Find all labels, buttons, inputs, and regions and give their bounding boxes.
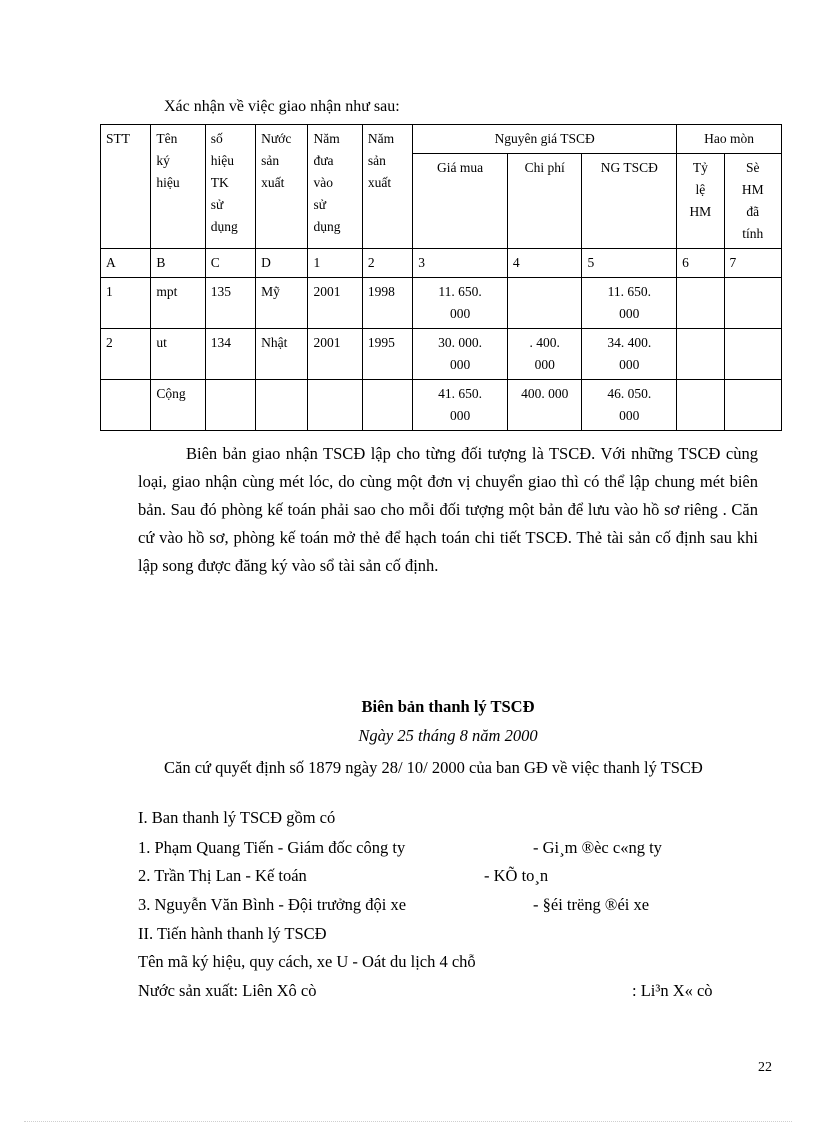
cell-nam-dua <box>308 380 362 431</box>
cell-se-hm <box>724 278 782 329</box>
cell-ng-tscd: 11. 650. 000 <box>582 278 677 329</box>
liquidation-title: Biên bản thanh lý TSCĐ <box>361 697 535 716</box>
cell-nam-sx: 1995 <box>362 329 412 380</box>
paragraph-text: Biên bản giao nhận TSCĐ lập cho từng đối tượng là TSCĐ. Với những TSCĐ cùng loại, giao nhận cùng mét lóc, do cùng một đơn vị chuyển giao thì có thể lập chung mét biên bản. Sau đó phòng kế toán phải sao cho mỗi đối tượng một bản để lưu vào hồ sơ riêng . Căn cứ vào hồ sơ, phòng kế toán mở thẻ để hạch toán chi tiết TSCĐ. Thẻ tài sản cố định sau khi lập song được đăng ký vào sổ tài sản cố định. <box>138 444 758 575</box>
header-chi-phi: Chi phí <box>507 154 582 249</box>
member-2-name: 2. Trần Thị Lan - Kế toán <box>138 866 307 885</box>
member-3-role: - §éi trëng ®éi xe <box>533 895 650 914</box>
cell-nuoc: Nhật <box>256 329 308 380</box>
cell-stt: 1 <box>101 278 151 329</box>
table-header-row <box>101 125 782 154</box>
code-cell: 1 <box>308 249 362 278</box>
header-ten: Tên ký hiệu <box>151 125 205 249</box>
cell-nam-dua: 2001 <box>308 329 362 380</box>
section-2-heading: II. Tiến hành thanh lý TSCĐ <box>138 924 327 943</box>
header-nguyen-gia: Nguyên giá TSCĐ <box>413 125 677 154</box>
decision-basis <box>138 754 758 781</box>
header-ty-le-hm: Tỷ lệ HM <box>677 154 724 249</box>
header-so-hieu: số hiệu TK sử dụng <box>205 125 255 249</box>
header-hao-mon: Hao mòn <box>677 125 782 154</box>
cell-ng-tscd: 46. 050. 000 <box>582 380 677 431</box>
cell-stt <box>101 380 151 431</box>
cell-stt: 2 <box>101 329 151 380</box>
code-cell: 5 <box>582 249 677 278</box>
cell-chi-phi: . 400. 000 <box>507 329 582 380</box>
cell-ten: mpt <box>151 278 205 329</box>
code-cell: B <box>151 249 205 278</box>
header-nam-san-xuat: Năm sản xuất <box>362 125 412 249</box>
code-cell: 2 <box>362 249 412 278</box>
cell-ty-le <box>677 380 724 431</box>
cell-se-hm <box>724 380 782 431</box>
member-1-role: - Gi¸m ®èc c«ng ty <box>533 838 662 857</box>
cell-ten: ut <box>151 329 205 380</box>
cell-ty-le <box>677 278 724 329</box>
header-nam-dua-vao: Năm đưa vào sử dụng <box>308 125 362 249</box>
cell-gia-mua: 30. 000. 000 <box>413 329 508 380</box>
cell-so: 134 <box>205 329 255 380</box>
cell-ten: Cộng <box>151 380 205 431</box>
cell-so: 135 <box>205 278 255 329</box>
table-row <box>101 278 782 329</box>
code-cell: A <box>101 249 151 278</box>
table-total-row <box>101 380 782 431</box>
cell-gia-mua: 41. 650. 000 <box>413 380 508 431</box>
basis-text: Căn cứ quyết định số 1879 ngày 28/ 10/ 2000 của ban GĐ về việc thanh lý TSCĐ <box>164 758 703 777</box>
table-code-row <box>101 249 782 278</box>
cell-nuoc: Mỹ <box>256 278 308 329</box>
cell-so <box>205 380 255 431</box>
cell-chi-phi <box>507 278 582 329</box>
footer-divider <box>24 1121 792 1122</box>
code-cell: C <box>205 249 255 278</box>
cell-chi-phi: 400. 000 <box>507 380 582 431</box>
cell-nam-sx: 1998 <box>362 278 412 329</box>
cell-gia-mua: 11. 650. 000 <box>413 278 508 329</box>
liquidation-date: Ngày 25 tháng 8 năm 2000 <box>358 726 538 745</box>
member-1-name: 1. Phạm Quang Tiến - Giám đốc công ty <box>138 838 406 857</box>
asset-description: Tên mã ký hiệu, quy cách, xe U - Oát du lịch 4 chỗ <box>138 952 476 971</box>
header-stt: STT <box>101 125 151 249</box>
handover-paragraph <box>138 440 758 580</box>
section-1-heading: I. Ban thanh lý TSCĐ gồm có <box>138 808 336 827</box>
cell-nuoc <box>256 380 308 431</box>
cell-nam-sx <box>362 380 412 431</box>
header-gia-mua: Giá mua <box>413 154 508 249</box>
code-cell: 6 <box>677 249 724 278</box>
code-cell: 3 <box>413 249 508 278</box>
header-ng-tscd: NG TSCĐ <box>582 154 677 249</box>
cell-nam-dua: 2001 <box>308 278 362 329</box>
cell-se-hm <box>724 329 782 380</box>
member-2-role: - KÕ to¸n <box>484 866 549 885</box>
table-row <box>101 329 782 380</box>
cell-ng-tscd: 34. 400. 000 <box>582 329 677 380</box>
header-so-hm-da-tinh: Sè HM đã tính <box>724 154 782 249</box>
origin-value: : Li³n X« cò <box>632 981 713 1000</box>
code-cell: 4 <box>507 249 582 278</box>
intro-text: Xác nhận về việc giao nhận như sau: <box>164 98 400 115</box>
header-nuoc-san-xuat: Nước sản xuất <box>256 125 308 249</box>
asset-handover-table <box>100 124 782 431</box>
code-cell: D <box>256 249 308 278</box>
member-3-name: 3. Nguyễn Văn Bình - Đội trưởng đội xe <box>138 895 407 914</box>
cell-ty-le <box>677 329 724 380</box>
page-number: 22 <box>758 1060 772 1075</box>
code-cell: 7 <box>724 249 782 278</box>
origin-label: Nước sản xuất: Liên Xô cò <box>138 981 317 1000</box>
